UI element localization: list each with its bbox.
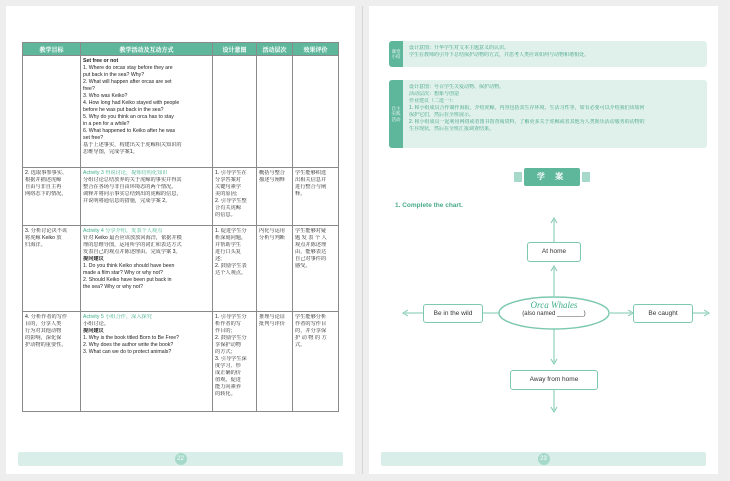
cell-line: 调释并将问示事实总结到出的虎鲸的信息，: [83, 191, 182, 197]
eval-cell: [293, 168, 339, 226]
cell-line: 分组讨论总结放养的关于虎鲸的事实并得其: [83, 177, 182, 183]
cell-line: 3. Who was Keiko?: [83, 93, 128, 99]
book-spine: [362, 6, 363, 474]
level-cell: [257, 226, 293, 312]
cell-line: 作目的;: [215, 328, 233, 334]
cell-line: 3. 分析讨论决不该: [25, 228, 68, 234]
page-footer: [381, 452, 706, 466]
cell-line: 批判与评价: [259, 321, 285, 327]
cell-line: 归海洋。: [25, 242, 46, 248]
cell-line: 整合在各场与非自由环境态的两个情况。: [83, 184, 177, 190]
intent-cell: [213, 168, 257, 226]
activity-cell: [81, 56, 213, 168]
center-subtitle: (also named ________): [522, 311, 586, 317]
center-node: [501, 300, 607, 319]
cell-line: Activity 5 小组合作，深入探究: [83, 314, 152, 320]
cell-line: 2. 鼓励学生表: [215, 263, 247, 269]
cell-line: 描述与阐释: [259, 177, 285, 183]
cell-line: 由，能够表达: [295, 249, 327, 255]
eval-cell: [293, 226, 339, 312]
cell-line: 3. What can we do to protect animals?: [83, 349, 172, 355]
cell-line: 4. 分析作者的写作: [25, 314, 68, 320]
banner-line: 学生在教师的引导下总结保护动物的方式，并思考人类应该如何与动物和谐相处。: [409, 52, 590, 58]
cell-line: 自由与非自主再: [25, 184, 62, 190]
cell-line: 2. 引导学生整: [215, 198, 247, 204]
cell-line: 并帮助学生: [215, 242, 241, 248]
cell-line: made a film star? Why or why not?: [83, 270, 163, 276]
page-number: 22: [175, 453, 187, 465]
cell-line: 式。: [295, 342, 306, 348]
cell-line: Activity 3 得说讨论，提炼结构化知识: [83, 170, 168, 176]
cell-line: 护动物的重要性。: [25, 342, 67, 348]
cell-line: 并说明将通信息的措施，完成学案 2。: [83, 198, 171, 204]
cell-line: 进行整合与阐: [295, 184, 327, 190]
cell-line: 感受。: [295, 263, 311, 269]
cell-line: 网络态下的情况。: [25, 191, 67, 197]
cell-line: 提问建议: [83, 328, 104, 334]
table-row: [23, 312, 339, 412]
cell-line: 达个人观点。: [215, 270, 247, 276]
cell-line: 3. 引导学生深: [215, 356, 247, 362]
banner-line: 生存现状，然后在全班汇报调查结果。: [409, 126, 495, 132]
banner-line: 2. 和小组成员一起利用网络或者图书馆查阅资料，了解更多关于虎鲸或者其他为人类娱乐活动服务的动物的: [409, 119, 645, 125]
goal-cell: [23, 168, 81, 226]
cell-line: 析作者的写: [215, 321, 241, 327]
cell-line: 推理与论证: [259, 314, 285, 320]
cell-line: 的，并分享保: [295, 328, 327, 334]
cell-line: 合有关虎鲸: [215, 205, 241, 211]
cell-line: 1. Do you think Keiko should have been: [83, 263, 175, 269]
cell-line: 分享答案对: [215, 177, 241, 183]
cell-line: 概括与整合: [259, 170, 285, 176]
header-eval: 效果评价: [293, 43, 339, 56]
goal-cell: [23, 226, 81, 312]
cell-line: 护 动 物 的 方: [295, 335, 327, 341]
activity-cell: [81, 168, 213, 226]
cell-line: 进行口头复: [215, 249, 241, 255]
cell-line: put back in the sea? Why?: [83, 72, 145, 78]
homework-tag: 自主实践活动: [389, 80, 403, 148]
page-footer: [18, 452, 343, 466]
node-away-from-home: Away from home: [510, 370, 598, 390]
cell-line: 题 发 表 个 人: [295, 235, 327, 241]
cell-line: 观点并陈述理: [295, 242, 327, 248]
level-cell: [257, 312, 293, 412]
cell-line: set free?: [83, 135, 104, 141]
header-activity: 教学活动及互动方式: [81, 43, 213, 56]
cell-line: 关键句素学: [215, 184, 241, 190]
cell-line: 5. Why do you think an orca has to stay: [83, 114, 174, 120]
cell-line: 释。: [295, 191, 306, 197]
homework-banner: [389, 80, 707, 148]
banner-line: 保护它们，然后在全班展示。: [409, 112, 475, 118]
banner-line: 设计意图：号召学生关爱动物、保护动物。: [409, 84, 505, 90]
cell-line: 2. 选取事参事实、: [25, 170, 68, 176]
cell-line: 2. Why does the author write the book?: [83, 342, 174, 348]
lesson-plan-table: [22, 42, 339, 412]
node-be-in-the-wild: Be in the wild: [423, 304, 483, 323]
cell-line: 6. What happened to Keiko after he was: [83, 128, 176, 134]
cell-line: 1. 引导学生在: [215, 170, 247, 176]
banner-line: 活动层次：想象与创造: [409, 91, 460, 97]
cell-line: 小组讨论。: [83, 321, 109, 327]
intent-cell: [213, 312, 257, 412]
cell-line: before he was put back in the sea?: [83, 107, 164, 113]
table-row: [23, 226, 339, 312]
cell-line: 成正确的价: [215, 370, 241, 376]
cell-line: 的影响，深化保: [25, 335, 62, 341]
page-number: 23: [538, 453, 550, 465]
activity-cell: [81, 226, 213, 312]
cell-line: 发表自己的观点并陈述理由。完成学案 3。: [83, 249, 181, 255]
cell-line: 出相关信息并: [295, 177, 327, 183]
banner-line: 作业建议（二选一）：: [409, 98, 457, 104]
goal-cell: [23, 312, 81, 412]
cell-line: 分析与判断: [259, 235, 285, 241]
summary-text: [409, 45, 701, 59]
intent-cell: [213, 226, 257, 312]
cell-line: 1. Where do orcas stay before they are: [83, 65, 173, 71]
cell-line: 内化与运用: [259, 228, 285, 234]
cell-line: 4. How long had Keiko stayed with people: [83, 100, 180, 106]
cell-line: 目的，分享人类: [25, 321, 62, 327]
table-row: [23, 56, 339, 168]
cell-line: 的转化。: [215, 391, 236, 397]
cell-line: 根据并描述虎鲸: [25, 177, 62, 183]
node-be-caught: Be caught: [633, 304, 693, 323]
cell-line: 1. 促进学生分: [215, 228, 247, 234]
level-cell: [257, 56, 293, 168]
banner-line: 设计意图：升华学生对文本主题意义的认识。: [409, 45, 510, 51]
cell-line: 值观，促进: [215, 377, 241, 383]
cell-line: 的信息。: [215, 212, 236, 218]
cell-line: 2. 鼓励学生分: [215, 335, 247, 341]
cell-line: 2. Should Keiko have been put back in: [83, 277, 172, 283]
center-title: Orca Whales: [530, 300, 578, 310]
cell-line: 能力向素养: [215, 384, 241, 390]
homework-text: [409, 84, 701, 133]
cell-line: 作者的写作目: [295, 321, 327, 327]
banner-line: 1. 和小组成员合作制作海报，介绍虎鲸，内容包括其生存环境、生活习性等，如有必要可以介绍我们该如何: [409, 105, 645, 111]
cell-line: 1. 引导学生分: [215, 314, 247, 320]
cell-line: 析深刻问题，: [215, 235, 247, 241]
header-intent: 设计意图: [213, 43, 257, 56]
summary-tag: 课堂小结: [389, 41, 403, 67]
table-row: [23, 168, 339, 226]
cell-line: 针对 Keiko 最否应该放放回海洋，依据并模: [83, 235, 182, 241]
cell-line: the sea? Why or why not?: [83, 284, 143, 290]
cell-line: free?: [83, 86, 95, 92]
level-cell: [257, 168, 293, 226]
eval-cell: [293, 312, 339, 412]
intent-cell: [213, 56, 257, 168]
cell-line: 思维导图，完成学案1。: [83, 149, 138, 155]
cell-line: in a pen for a while?: [83, 121, 130, 127]
cell-line: 理的思维导图，运用所学的词汇和表达方式: [83, 242, 182, 248]
header-goal: 教学目标: [23, 43, 81, 56]
cell-line: 学生能够对疑: [295, 228, 327, 234]
right-page: [369, 6, 718, 474]
cell-line: 的方式;: [215, 349, 233, 355]
activity-cell: [81, 312, 213, 412]
node-at-home: At home: [527, 242, 581, 262]
cell-line: 行为对其他动物: [25, 328, 62, 334]
cell-line: 度学习、形: [215, 363, 241, 369]
left-page: [6, 6, 355, 474]
cell-line: 享保护动物: [215, 342, 241, 348]
xuean-title: 学 案: [524, 168, 580, 186]
cell-line: Activity 4 分享介绍，发表个人观点: [83, 228, 163, 234]
cell-line: 学生能够积选: [295, 170, 327, 176]
cell-line: 提问建议: [83, 256, 104, 262]
cell-line: 学生能够分析: [295, 314, 327, 320]
cell-line: 述;: [215, 256, 222, 262]
cell-line: 基于上述事实，构建出关于虎鲸相关知识的: [83, 142, 182, 148]
cell-line: 将虎鲸 Keiko 放: [25, 235, 62, 241]
cell-line: 自己对事件的: [295, 256, 327, 262]
task-title: 1. Complete the chart.: [395, 202, 463, 209]
goal-cell: [23, 56, 81, 168]
summary-banner: [389, 41, 707, 67]
table-header-row: [23, 43, 339, 56]
cell-line: Set free or not: [83, 58, 119, 64]
eval-cell: [293, 56, 339, 168]
cell-line: 1. Why is the book titled Born to Be Free?: [83, 335, 180, 341]
cell-line: 美的原因;: [215, 191, 238, 197]
cell-line: 2. What will happen after orcas are set: [83, 79, 172, 85]
header-level: 活动层次: [257, 43, 293, 56]
